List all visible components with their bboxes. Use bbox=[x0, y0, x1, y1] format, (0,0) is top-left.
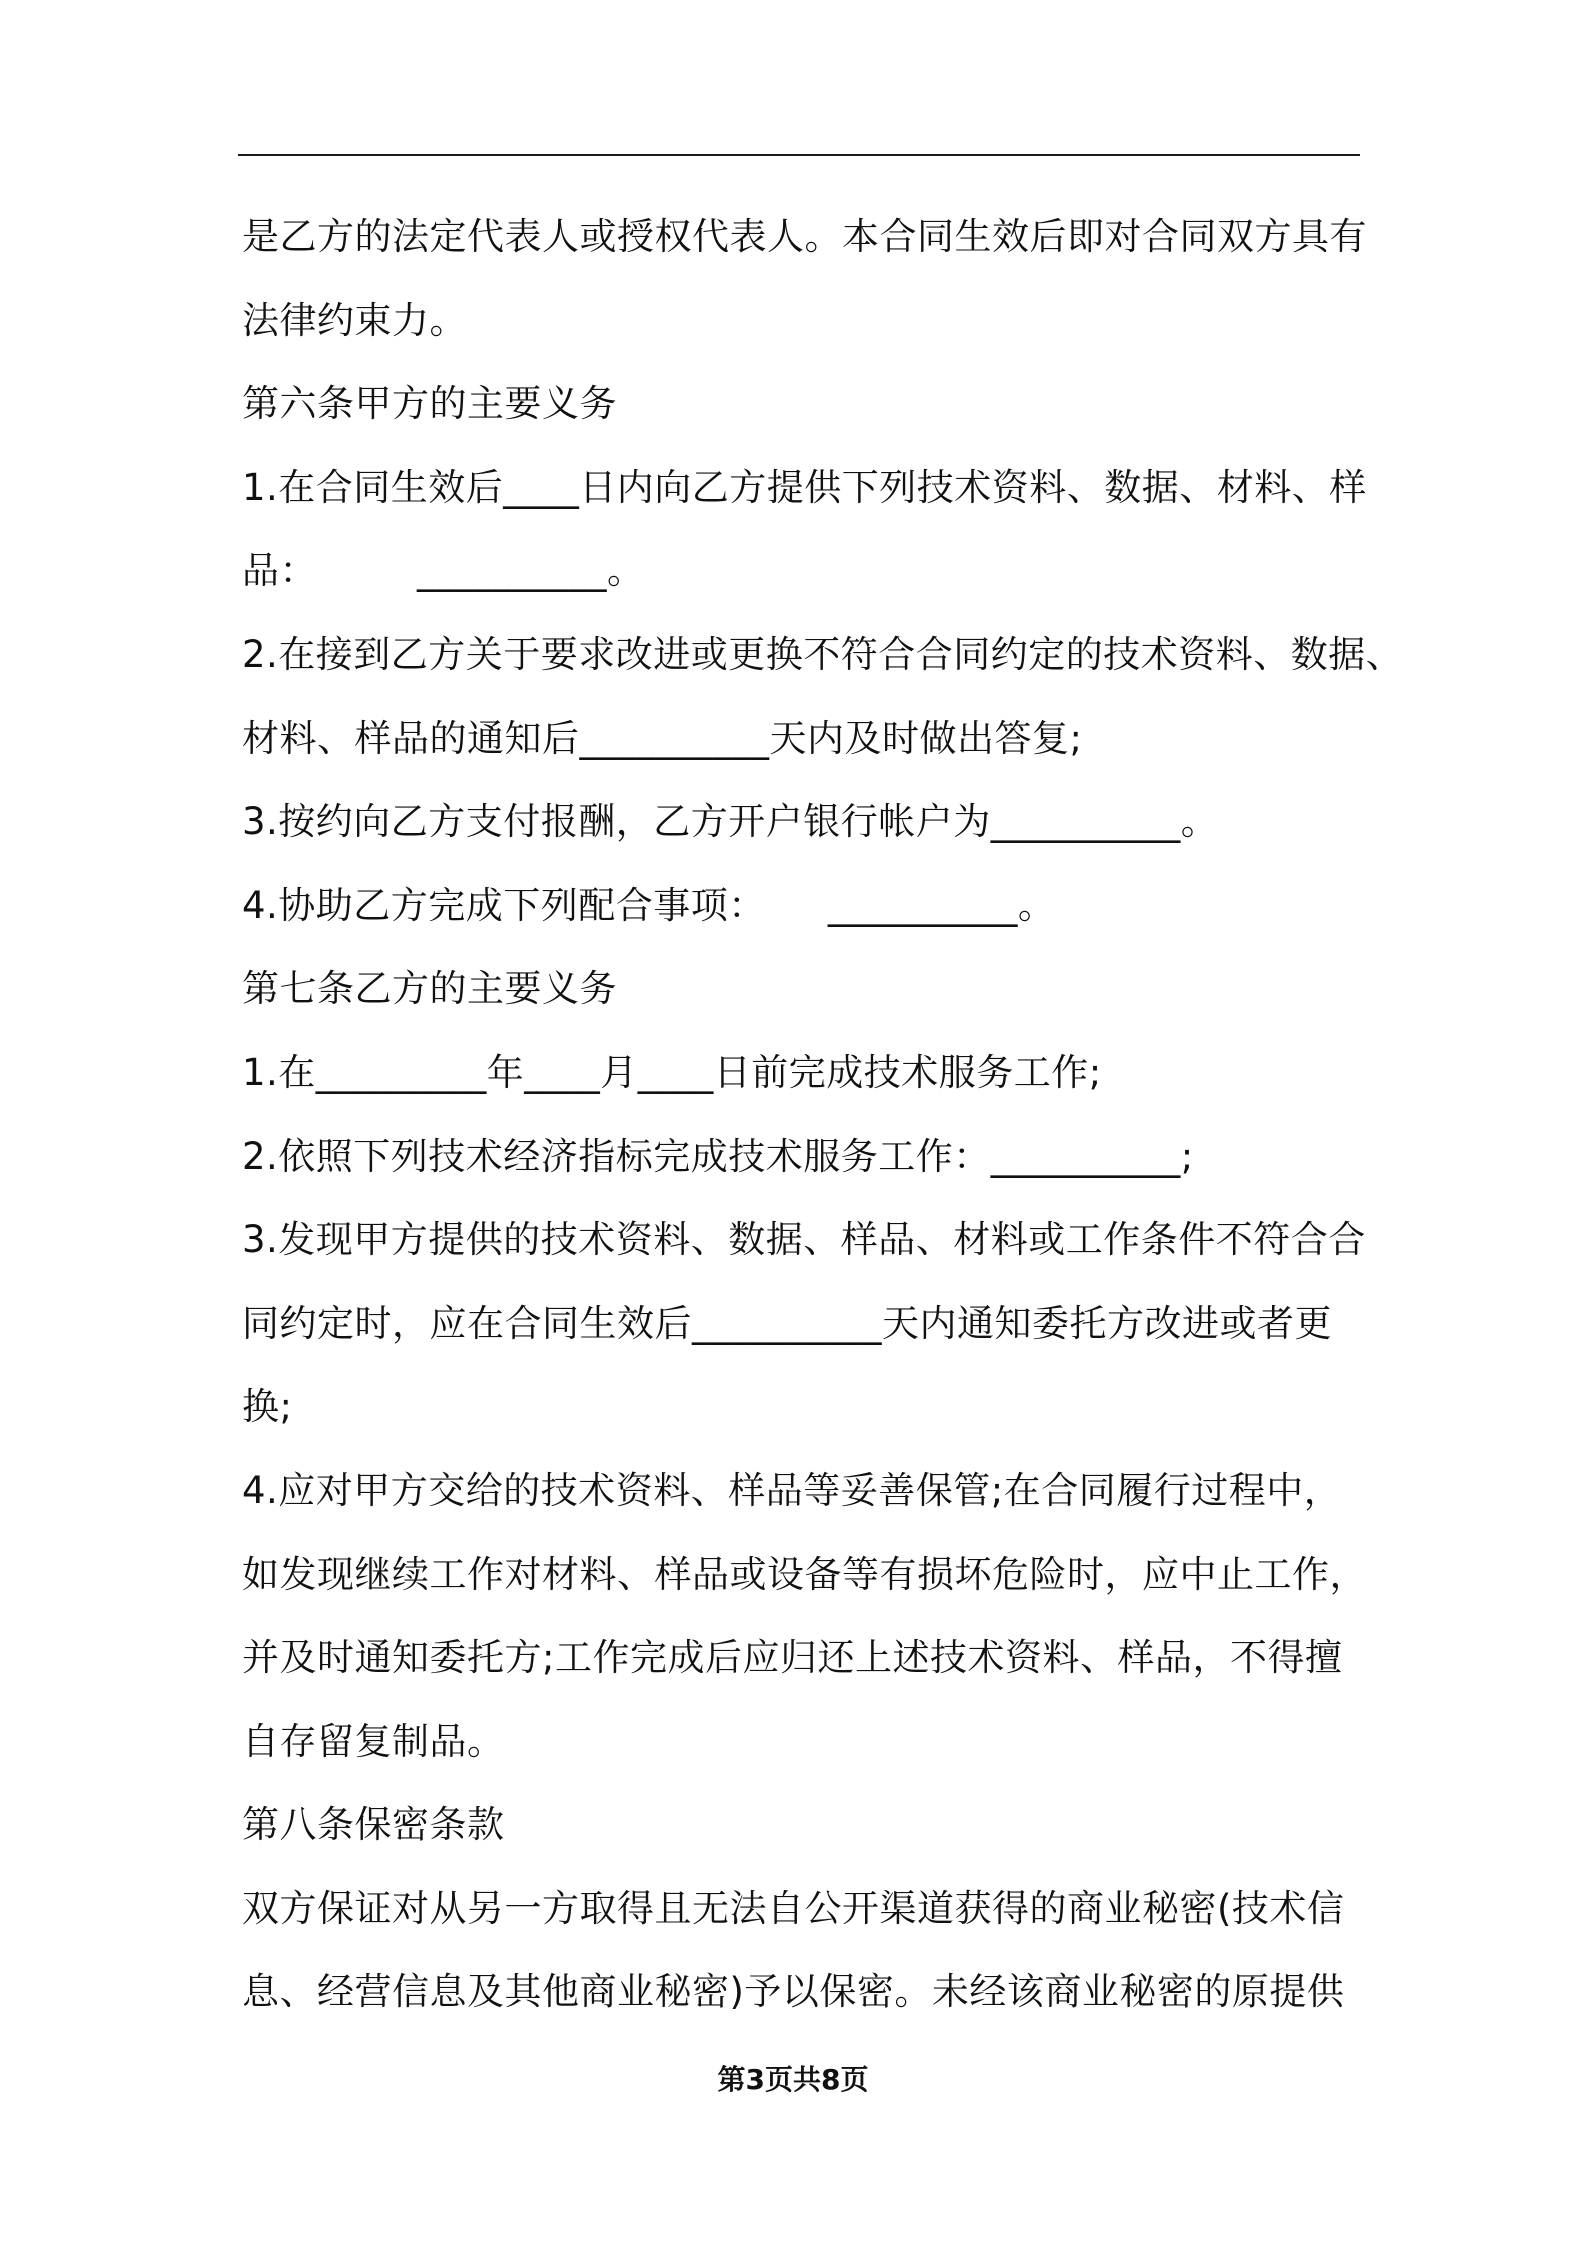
body-line bbox=[242, 864, 1362, 948]
body-line: 3.按约向乙方支付报酬，乙方开户银行帐户为__________。 bbox=[242, 800, 1219, 844]
body-line bbox=[242, 529, 1362, 613]
body-line: 自存留复制品。 bbox=[242, 1719, 505, 1763]
body-line: 法律约束力。 bbox=[242, 298, 467, 342]
header-divider bbox=[238, 154, 1360, 156]
page-number: 第3页共8页 bbox=[717, 2063, 869, 2096]
body-line: 4.应对甲方交给的技术资料、样品等妥善保管;在合同履行过程中， bbox=[242, 1468, 1342, 1512]
document-body bbox=[242, 195, 1404, 2034]
body-line: 息、经营信息及其他商业秘密)予以保密。未经该商业秘密的原提供 bbox=[242, 1970, 1345, 2014]
body-line: 2.在接到乙方关于要求改进或更换不符合合同约定的技术资料、数据、 bbox=[242, 632, 1404, 676]
body-line: 是乙方的法定代表人或授权代表人。本合同生效后即对合同双方具有 bbox=[242, 215, 1367, 258]
body-line: 1.在合同生效后____日内向乙方提供下列技术资料、数据、材料、样 bbox=[242, 465, 1367, 509]
body-line: 材料、样品的通知后__________天内及时做出答复; bbox=[242, 716, 1083, 760]
body-line: 同约定时，应在合同生效后__________天内通知委托方改进或者更 bbox=[242, 1301, 1332, 1345]
blank-field: __________。 bbox=[827, 883, 1056, 927]
body-line: 1.在_________年____月____日前完成技术服务工作; bbox=[242, 1050, 1102, 1094]
body-line: 双方保证对从另一方取得且无法自公开渠道获得的商业秘密(技术信 bbox=[242, 1886, 1345, 1930]
section-heading: 第八条保密条款 bbox=[242, 1803, 505, 1847]
blank-field: __________。 bbox=[417, 549, 645, 593]
section-heading: 第七条乙方的主要义务 bbox=[242, 967, 617, 1011]
body-line: 3.发现甲方提供的技术资料、数据、样品、材料或工作条件不符合合 bbox=[242, 1218, 1366, 1262]
line-head: 品： bbox=[242, 549, 317, 593]
body-line: 如发现继续工作对材料、样品或设备等有损坏危险时，应中止工作， bbox=[242, 1552, 1367, 1596]
body-line: 2.依照下列技术经济指标完成技术服务工作：__________; bbox=[242, 1134, 1194, 1178]
line-head: 4.协助乙方完成下列配合事项： bbox=[242, 883, 766, 927]
body-line: 并及时通知委托方;工作完成后应归还上述技术资料、样品，不得擅 bbox=[242, 1636, 1343, 1680]
body-line: 换; bbox=[242, 1385, 293, 1429]
section-heading: 第六条甲方的主要义务 bbox=[242, 382, 617, 426]
